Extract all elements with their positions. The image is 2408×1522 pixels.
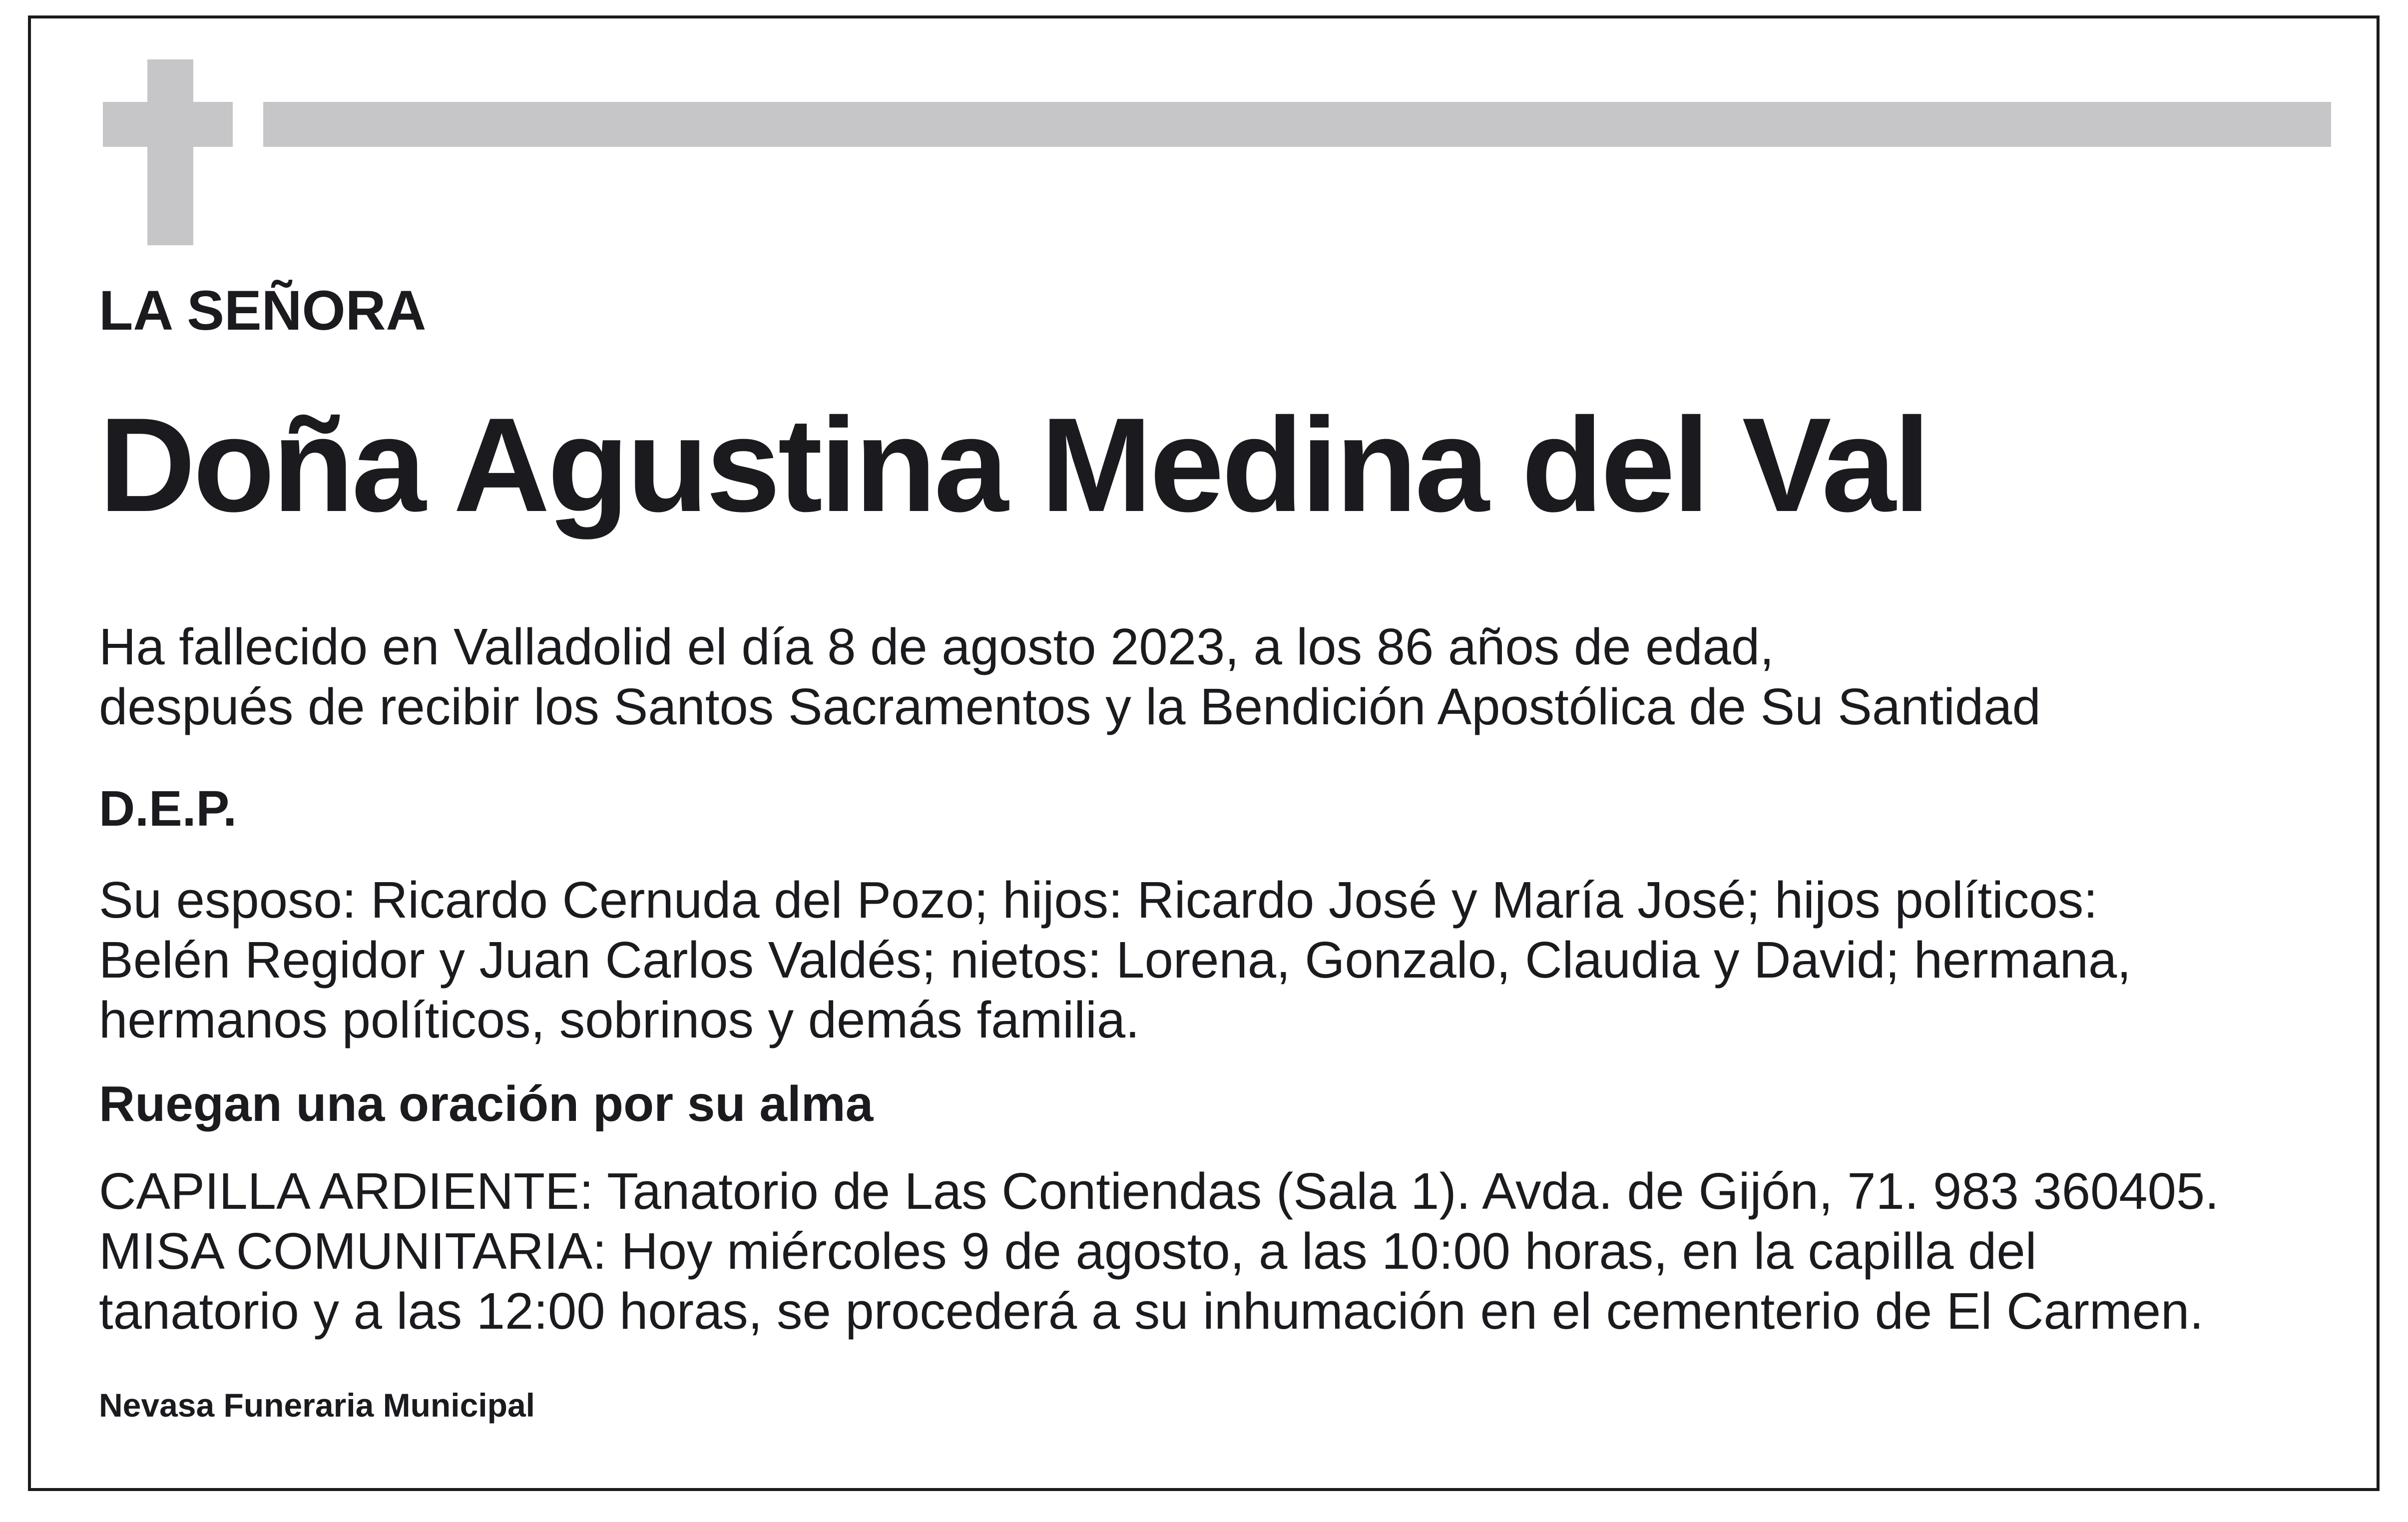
- ceremony-line: tanatorio y a las 12:00 horas, se procederá a su inhumación en el cementerio de El Carmen.: [99, 1282, 2204, 1340]
- funeral-home: Nevasa Funeraria Municipal: [99, 1387, 535, 1424]
- deceased-name: Doña Agustina Medina del Val: [99, 390, 1928, 539]
- cross-icon: [147, 59, 193, 245]
- death-line: Ha fallecido en Valladolid el día 8 de agosto 2023, a los 86 años de edad,: [99, 618, 1774, 675]
- prayer-request: Ruegan una oración por su alma: [99, 1076, 874, 1132]
- family-line: Su esposo: Ricardo Cernuda del Pozo; hijos: Ricardo José y María José; hijos políticos:: [99, 871, 2098, 929]
- ceremony-line: CAPILLA ARDIENTE: Tanatorio de Las Contiendas (Sala 1). Avda. de Gijón, 71. 983 360405.: [99, 1162, 2219, 1220]
- cross-icon-arm: [103, 102, 233, 147]
- honorific: LA SEÑORA: [99, 279, 427, 342]
- ceremony-line: MISA COMUNITARIA: Hoy miércoles 9 de agosto, a las 10:00 horas, en la capilla del: [99, 1222, 2037, 1280]
- family-line: Belén Regidor y Juan Carlos Valdés; nietos: Lorena, Gonzalo, Claudia y David; hermana,: [99, 931, 2131, 989]
- rest-in-peace: D.E.P.: [99, 781, 237, 837]
- header-rule: [263, 102, 2331, 147]
- family-line: hermanos políticos, sobrinos y demás familia.: [99, 991, 1140, 1048]
- death-line: después de recibir los Santos Sacramentos y la Bendición Apostólica de Su Santidad: [99, 678, 2041, 735]
